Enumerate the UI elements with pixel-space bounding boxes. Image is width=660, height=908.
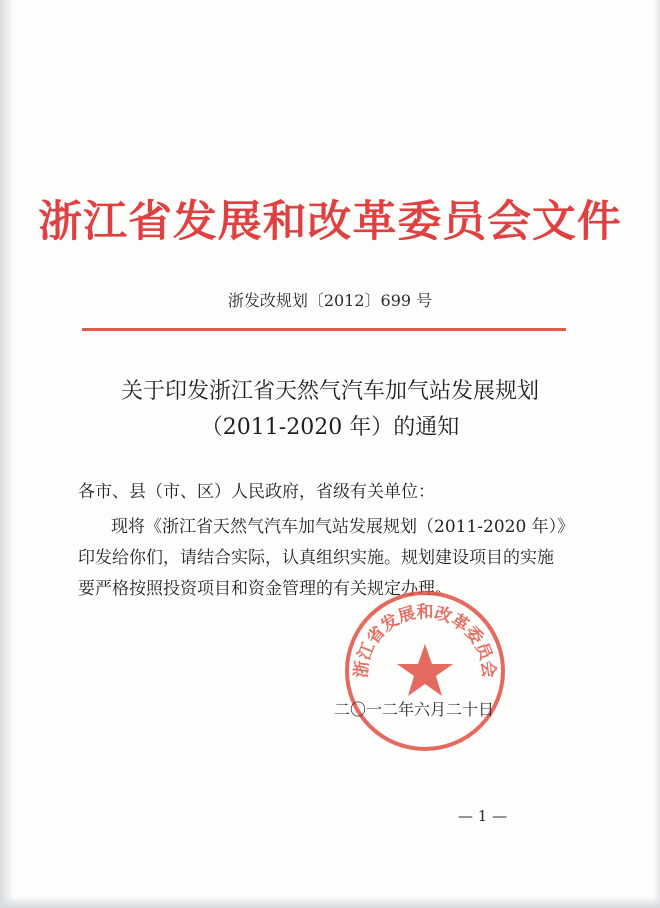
red-divider-rule (82, 328, 566, 331)
scan-shadow-bottom (0, 896, 660, 908)
issuer-header-title: 浙江省发展和改革委员会文件 (38, 197, 622, 247)
scan-shadow-right (654, 0, 660, 908)
body-text-line-2: 印发给你们，请结合实际，认真组织实施。规划建设项目的实施 (78, 548, 554, 568)
official-seal-stamp (340, 586, 510, 756)
page-number: — 1 — (458, 807, 508, 825)
seal-arc-text: 浙江省发展和改革委员会 (351, 602, 499, 679)
document-number: 浙发改规划〔2012〕699 号 (227, 291, 433, 310)
salutation: 各市、县（市、区）人民政府，省级有关单位： (78, 482, 435, 502)
seal-star-icon (397, 644, 453, 696)
scan-shadow-left (0, 0, 14, 908)
body-text-line-3: 要严格按照投资项目和资金管理的有关规定办理。 (78, 579, 452, 599)
notice-title-line-2: （2011-2020 年）的通知 (200, 415, 460, 440)
notice-title-line-1: 关于印发浙江省天然气汽车加气站发展规划 (120, 379, 539, 404)
issue-date: 二〇一二年六月二十日 (334, 700, 495, 719)
body-text-line-1: 现将《浙江省天然气汽车加气站发展规划（2011-2020 年）》 (111, 517, 575, 537)
